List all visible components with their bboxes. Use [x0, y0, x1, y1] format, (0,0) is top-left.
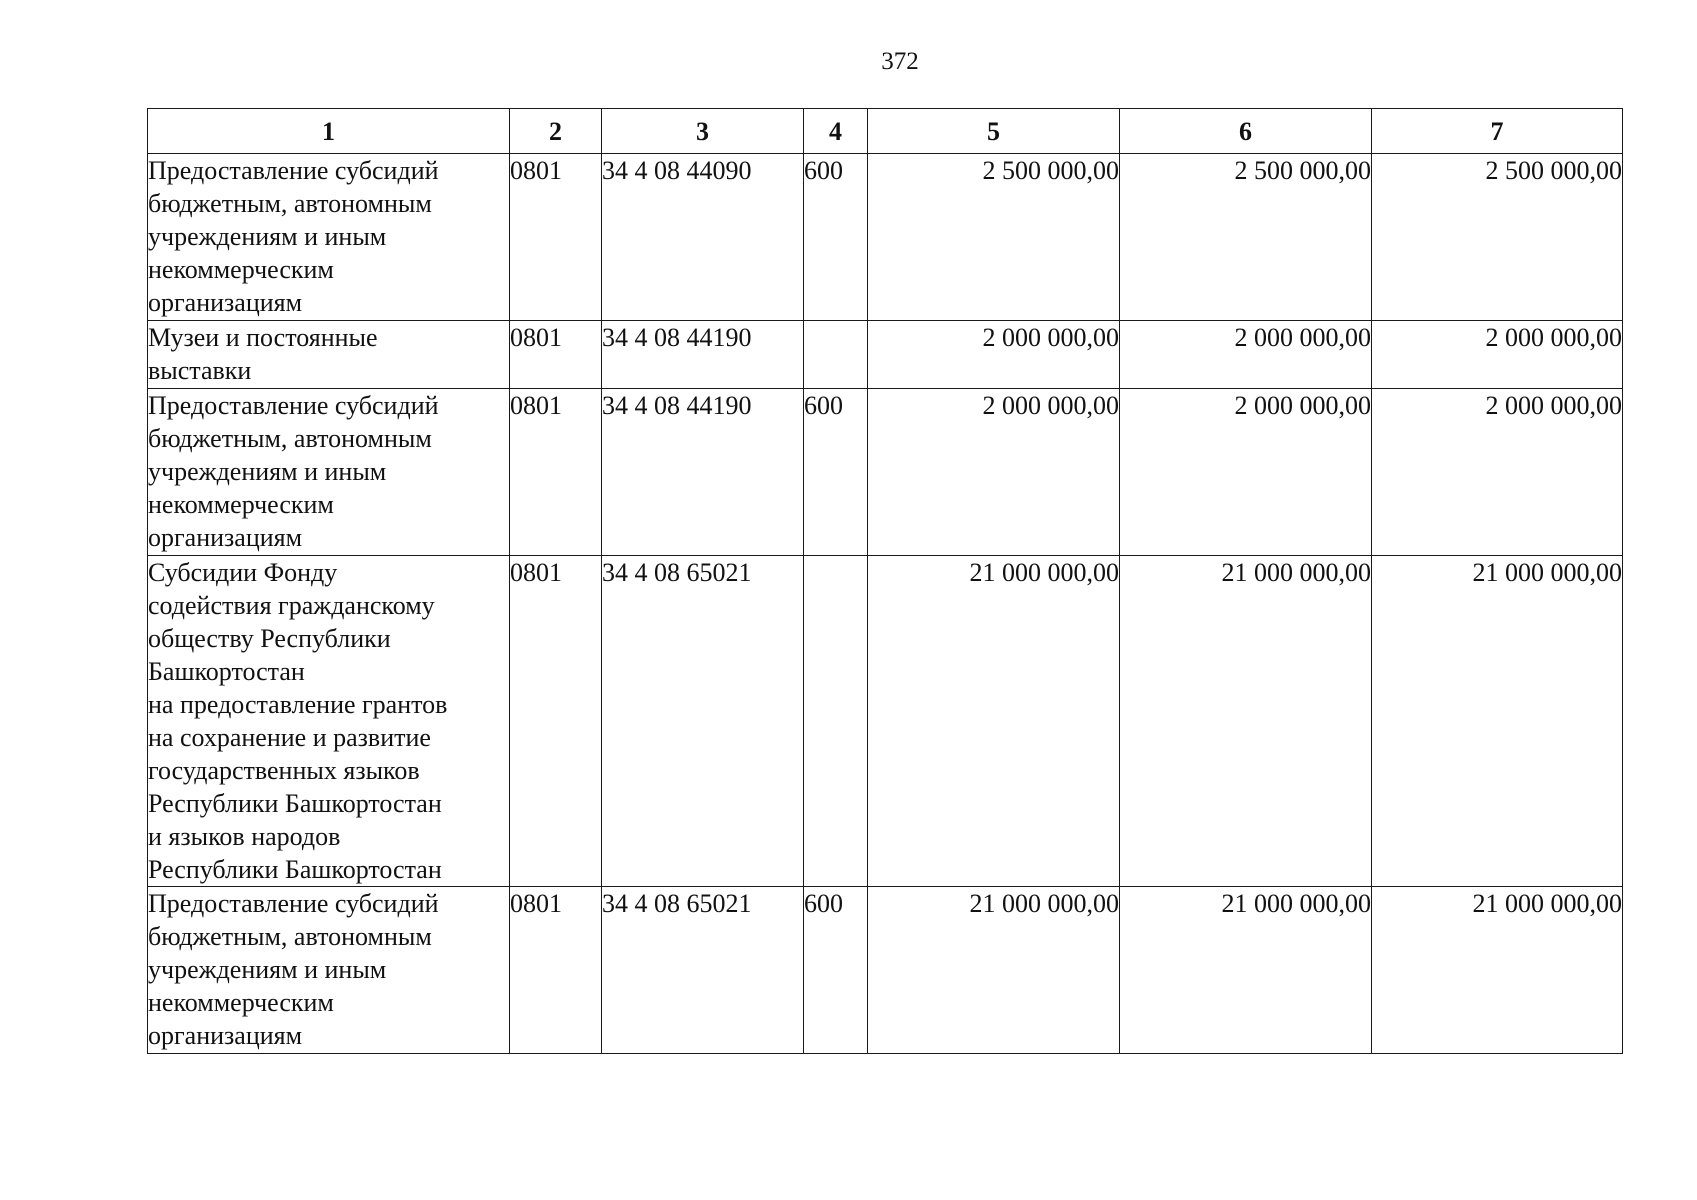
- header-row: [148, 109, 1623, 154]
- name-line: обществу Республики: [148, 624, 391, 653]
- header-col-7: 7: [1372, 109, 1623, 154]
- amount-col-6: 21 000 000,00: [1120, 556, 1372, 887]
- name-line: Республики Башкортостан: [148, 855, 442, 884]
- table-row: [148, 556, 1623, 887]
- expense-type-code: [804, 556, 868, 887]
- name-line: организациям: [148, 523, 303, 552]
- table-row: [148, 154, 1623, 321]
- name-line: Предоставление субсидий: [148, 391, 439, 420]
- header-col-3: 3: [602, 109, 804, 154]
- section-code: 0801: [510, 389, 602, 556]
- header-col-1: 1: [148, 109, 510, 154]
- amount-col-5: 2 000 000,00: [868, 389, 1120, 556]
- name-line: некоммерческим: [148, 490, 334, 519]
- header-col-4: 4: [804, 109, 868, 154]
- amount-col-6: 2 000 000,00: [1120, 389, 1372, 556]
- name-line: учреждениям и иным: [148, 955, 387, 984]
- section-code: 0801: [510, 887, 602, 1054]
- amount-col-7: 2 000 000,00: [1372, 389, 1623, 556]
- budget-table: [147, 108, 1623, 1054]
- amount-col-6: 2 000 000,00: [1120, 321, 1372, 389]
- expense-type-code: [804, 321, 868, 389]
- row-name-cell: [148, 556, 510, 887]
- row-name-cell: [148, 389, 510, 556]
- target-code: 34 4 08 65021: [602, 556, 804, 887]
- name-line: государственных языков: [148, 756, 420, 785]
- name-line: Башкортостан: [148, 657, 305, 686]
- amount-col-5: 2 000 000,00: [868, 321, 1120, 389]
- amount-col-7: 2 500 000,00: [1372, 154, 1623, 321]
- name-line: выставки: [148, 356, 252, 385]
- amount-col-7: 2 000 000,00: [1372, 321, 1623, 389]
- row-name-cell: [148, 887, 510, 1054]
- name-line: бюджетным, автономным: [148, 189, 432, 218]
- amount-col-5: 21 000 000,00: [868, 887, 1120, 1054]
- header-col-6: 6: [1120, 109, 1372, 154]
- row-name-cell: [148, 321, 510, 389]
- amount-col-6: 21 000 000,00: [1120, 887, 1372, 1054]
- name-line: организациям: [148, 1021, 303, 1050]
- expense-type-code: 600: [804, 887, 868, 1054]
- name-line: содействия гражданскому: [148, 591, 435, 620]
- target-code: 34 4 08 44190: [602, 321, 804, 389]
- page-number: 372: [881, 48, 919, 75]
- amount-col-7: 21 000 000,00: [1372, 887, 1623, 1054]
- name-line: учреждениям и иным: [148, 457, 387, 486]
- name-line: на предоставление грантов: [148, 690, 448, 719]
- name-line: Предоставление субсидий: [148, 889, 439, 918]
- target-code: 34 4 08 44190: [602, 389, 804, 556]
- name-line: на сохранение и развитие: [148, 723, 431, 752]
- expense-type-code: 600: [804, 389, 868, 556]
- name-line: учреждениям и иным: [148, 222, 387, 251]
- name-line: Музеи и постоянные: [148, 323, 378, 352]
- target-code: 34 4 08 65021: [602, 887, 804, 1054]
- name-line: некоммерческим: [148, 255, 334, 284]
- header-col-2: 2: [510, 109, 602, 154]
- name-line: бюджетным, автономным: [148, 922, 432, 951]
- section-code: 0801: [510, 556, 602, 887]
- name-line: Предоставление субсидий: [148, 156, 439, 185]
- section-code: 0801: [510, 321, 602, 389]
- amount-col-6: 2 500 000,00: [1120, 154, 1372, 321]
- name-line: организациям: [148, 288, 303, 317]
- target-code: 34 4 08 44090: [602, 154, 804, 321]
- table-row: [148, 389, 1623, 556]
- amount-col-5: 2 500 000,00: [868, 154, 1120, 321]
- section-code: 0801: [510, 154, 602, 321]
- amount-col-7: 21 000 000,00: [1372, 556, 1623, 887]
- expense-type-code: 600: [804, 154, 868, 321]
- table-row: [148, 887, 1623, 1054]
- amount-col-5: 21 000 000,00: [868, 556, 1120, 887]
- name-line: Субсидии Фонду: [148, 558, 338, 587]
- name-line: бюджетным, автономным: [148, 424, 432, 453]
- header-col-5: 5: [868, 109, 1120, 154]
- table-row: [148, 321, 1623, 389]
- name-line: Республики Башкортостан: [148, 789, 442, 818]
- row-name-cell: [148, 154, 510, 321]
- name-line: и языков народов: [148, 822, 341, 851]
- name-line: некоммерческим: [148, 988, 334, 1017]
